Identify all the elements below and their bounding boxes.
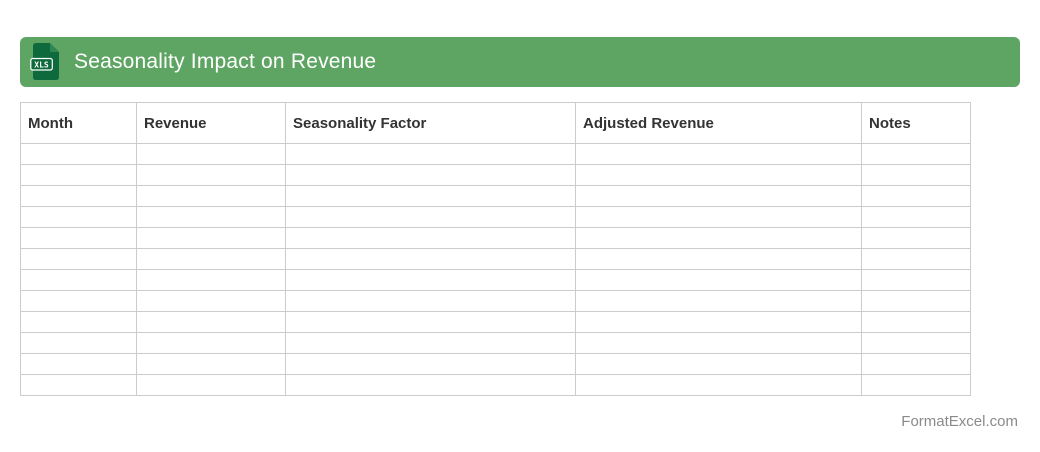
table-cell — [576, 144, 862, 165]
table-cell — [137, 228, 286, 249]
table-cell — [21, 375, 137, 396]
table-cell — [21, 249, 137, 270]
table-row — [21, 186, 971, 207]
table-cell — [576, 291, 862, 312]
table-cell — [137, 144, 286, 165]
table-row — [21, 354, 971, 375]
table-cell — [862, 270, 971, 291]
table-cell — [21, 165, 137, 186]
table-cell — [286, 333, 576, 354]
table-cell — [21, 186, 137, 207]
table-cell — [576, 312, 862, 333]
table-row — [21, 207, 971, 228]
table-cell — [862, 228, 971, 249]
table-cell — [862, 333, 971, 354]
column-header: Adjusted Revenue — [576, 103, 862, 144]
table-cell — [137, 312, 286, 333]
table-cell — [286, 375, 576, 396]
table-row — [21, 270, 971, 291]
table-cell — [286, 165, 576, 186]
table-row — [21, 375, 971, 396]
table-cell — [21, 312, 137, 333]
table-cell — [286, 270, 576, 291]
table-row — [21, 291, 971, 312]
watermark-link: FormatExcel.com — [901, 413, 1018, 430]
table-cell — [576, 354, 862, 375]
table-row — [21, 144, 971, 165]
table-cell — [21, 354, 137, 375]
table-cell — [286, 144, 576, 165]
table-row — [21, 312, 971, 333]
table-row — [21, 249, 971, 270]
table-cell — [137, 375, 286, 396]
table-cell — [137, 354, 286, 375]
table-cell — [862, 375, 971, 396]
table-cell — [137, 333, 286, 354]
table-cell — [21, 270, 137, 291]
table-cell — [862, 144, 971, 165]
table-cell — [576, 207, 862, 228]
table-cell — [862, 312, 971, 333]
table-cell — [576, 186, 862, 207]
table-cell — [21, 333, 137, 354]
column-header: Month — [21, 103, 137, 144]
column-header: Seasonality Factor — [286, 103, 576, 144]
template-table — [20, 102, 971, 396]
table-cell — [21, 228, 137, 249]
table-cell — [137, 165, 286, 186]
table-cell — [286, 249, 576, 270]
table-cell — [862, 249, 971, 270]
table-cell — [576, 249, 862, 270]
table-cell — [137, 207, 286, 228]
table-cell — [137, 186, 286, 207]
column-header: Notes — [862, 103, 971, 144]
table-cell — [576, 333, 862, 354]
table-cell — [286, 228, 576, 249]
table-cell — [862, 165, 971, 186]
table-cell — [862, 186, 971, 207]
table-cell — [286, 291, 576, 312]
table-cell — [137, 270, 286, 291]
xls-file-icon — [30, 43, 61, 81]
table-cell — [286, 312, 576, 333]
table-cell — [286, 354, 576, 375]
table-cell — [286, 186, 576, 207]
table-cell — [862, 291, 971, 312]
template-table-container — [20, 102, 970, 396]
table-cell — [137, 291, 286, 312]
table-cell — [862, 207, 971, 228]
page-title: Seasonality Impact on Revenue — [74, 50, 377, 73]
template-title-banner — [20, 37, 1020, 87]
column-header: Revenue — [137, 103, 286, 144]
table-cell — [21, 144, 137, 165]
table-row — [21, 333, 971, 354]
table-cell — [137, 249, 286, 270]
table-cell — [576, 165, 862, 186]
xls-icon-label: XLS — [34, 60, 49, 70]
table-cell — [862, 354, 971, 375]
table-row — [21, 228, 971, 249]
table-cell — [21, 207, 137, 228]
header-row — [21, 103, 971, 144]
table-cell — [576, 228, 862, 249]
table-cell — [576, 270, 862, 291]
table-cell — [286, 207, 576, 228]
table-cell — [21, 291, 137, 312]
table-cell — [576, 375, 862, 396]
table-row — [21, 165, 971, 186]
